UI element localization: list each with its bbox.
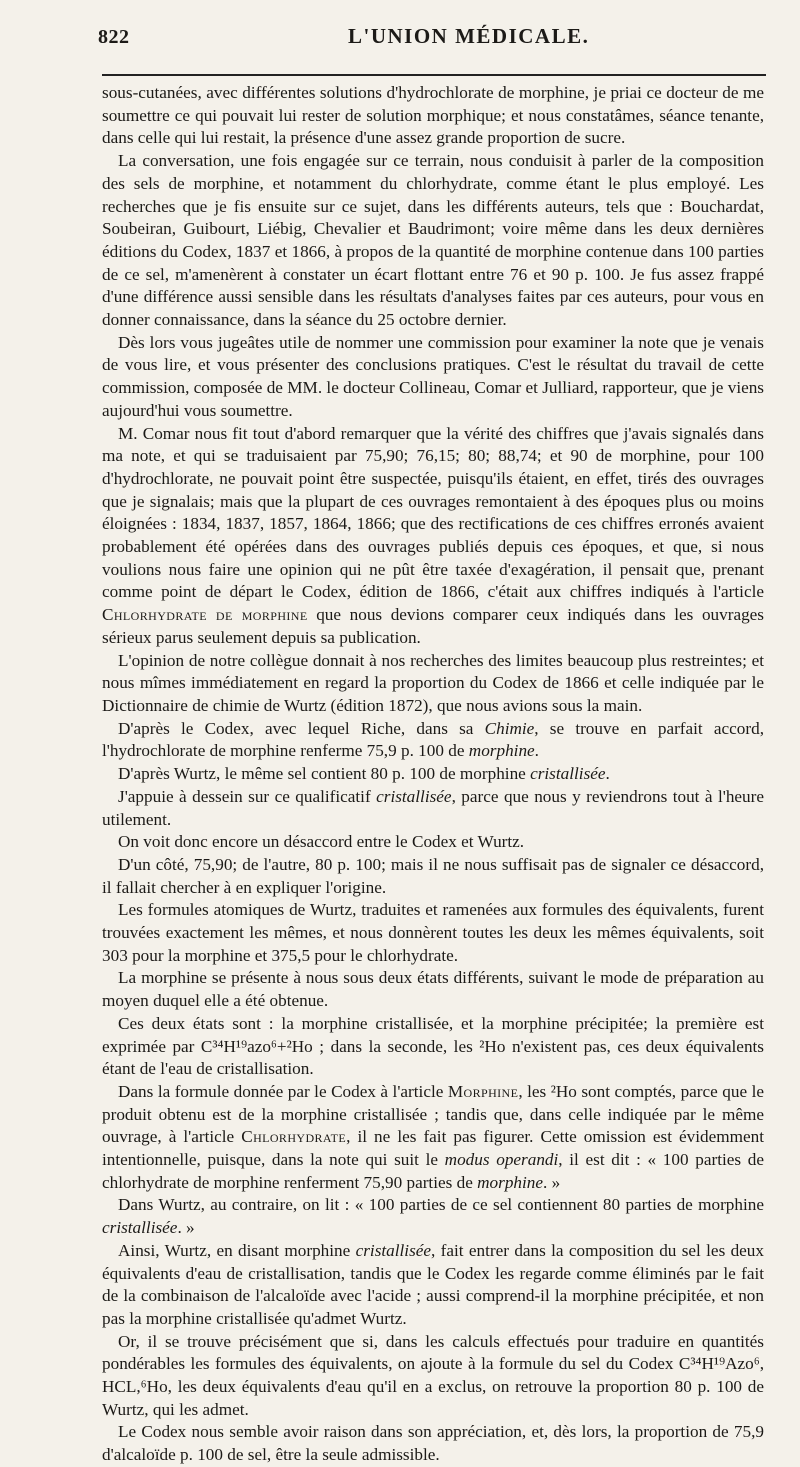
page-header: [98, 22, 764, 56]
italic-text: cristallisée: [376, 786, 452, 806]
paragraph: [102, 854, 764, 899]
header-rule: [102, 74, 766, 76]
text-run: D'après Wurtz, le même sel contient 80 p. 100 de morphine: [118, 764, 531, 784]
paragraph: [102, 332, 764, 423]
text-run: Dans Wurtz, au contraire, on lit : « 100 parties de ce sel contiennent 80 parties de morphine: [118, 1195, 764, 1215]
text-run: Or, il se trouve précisément que si, dans les calculs effectués pour traduire en quantités pondérables les formules des équivalents, on ajoute à la formule du sel du Codex C³⁴H¹⁹Azo⁶, HCL,⁶Ho, les deux équivalents d'eau qu'il en a exclus, on retrouve la proportion 80 p. 100 de Wurtz, qui les admet.: [102, 1331, 764, 1419]
text-run: D'un côté, 75,90; de l'autre, 80 p. 100; mais il ne nous suffisait pas de signaler ce désaccord, il fallait chercher à en expliquer l'origine.: [102, 854, 764, 897]
paragraph: [102, 1013, 764, 1081]
paragraph: [102, 899, 764, 967]
text-run: Ainsi, Wurtz, en disant morphine: [118, 1240, 356, 1260]
text-run: Le Codex nous semble avoir raison dans son appréciation, et, dès lors, la proportion de 75,9 d'alcaloïde p. 100 de sel, être la seule admissible.: [102, 1422, 764, 1465]
text-run: M. Comar nous fit tout d'abord remarquer que la vérité des chiffres que j'avais signalés dans ma note, et qui se traduisaient par 75,90; 76,15; 80; 88,74; et 90 de morphine, pour 100 d'hydrochlorate, ne pouvait point être suspectée, puisqu'ils étaient, en effet, tirés des ouvrages que je signalais; mais que la plupart de ces ouvrages remontaient à des époques plus ou moins éloignées : 1834, 1837, 1857, 1864, 1866; que des rectifications de ces chiffres erronés avaient probablement été opérées dans des ouvrages publiés depuis ces époques, et que, si nous voulions nous faire une opinion qui ne pût être taxée d'exagération, il pensait que, prenant comme point de départ le Codex, édition de 1866, c'était aux chiffres indiqués à l'article: [102, 423, 764, 602]
paragraph: [102, 1240, 764, 1331]
paragraph: [102, 718, 764, 763]
text-run: L'opinion de notre collègue donnait à nos recherches des limites beaucoup plus restreintes; et nous mîmes immédiatement en regard la proportion du Codex de 1866 et celle indiquée par le Dictionnaire de chimie de Wurtz (édition 1872), que nous avions sous la main.: [102, 650, 764, 715]
paragraph: [102, 650, 764, 718]
paragraph: [102, 786, 764, 831]
paragraph: [102, 1421, 764, 1466]
paragraph: [102, 1194, 764, 1239]
text-run: , il est dit : « 100 parties de chlorhydrate de morphine renferment 75,90 parties de: [102, 1150, 764, 1192]
text-run: J'appuie à dessein sur ce qualificatif: [118, 786, 377, 806]
italic-text: morphine: [468, 741, 535, 761]
paragraph: [102, 82, 764, 150]
paragraph: [102, 423, 764, 650]
paragraph: [102, 1081, 764, 1195]
text-run: Les formules atomiques de Wurtz, traduites et ramenées aux formules des équivalents, furent trouvées exactement les mêmes, et nous donnèrent toutes les deux les mêmes équivalents, soit 303 pour la morphine et 375,5 pour le chlorhydrate.: [102, 900, 764, 965]
paragraph: [102, 967, 764, 1012]
text-run: D'après le Codex, avec lequel Riche, dans sa: [118, 718, 485, 738]
text-run: Dans la formule donnée par le Codex à l'article: [118, 1081, 448, 1101]
journal-title: L'UNION MÉDICALE.: [348, 24, 590, 48]
small-caps-text: Morphine: [447, 1081, 519, 1101]
paragraph: [102, 763, 764, 786]
text-run: . »: [177, 1218, 195, 1238]
italic-text: cristallisée: [102, 1218, 178, 1238]
paragraph: [102, 150, 764, 332]
text-run: , parce que nous y reviendrons tout à l'heure utilement.: [102, 786, 764, 829]
text-run: , les ²Ho sont comptés, parce que le produit obtenu est de la morphine cristallisée ; tandis que, dans celle indiquée par le même ouvrage, à l'article: [102, 1081, 764, 1147]
text-run: .: [534, 741, 539, 761]
text-run: , il ne les fait pas figurer. Cette omission est évidemment intentionnelle, puisque, dans la note qui suit le: [102, 1127, 764, 1170]
text-run: La conversation, une fois engagée sur ce terrain, nous conduisit à parler de la composition des sels de morphine, et notamment du chlorhydrate, comme étant le plus employé. Les recherches que je fis ensuite sur ce sujet, dans les différents auteurs, tels que : Bouchardat, Soubeiran, Guibourt, Liébig, Chevalier et Baudrimont; voire même dans les deux dernières éditions du Codex, 1837 et 1866, à propos de la quantité de morphine contenue dans 100 parties de ce sel, m'amenèrent à constater un écart flottant entre 76 et 90 p. 100. Je fus assez frappé d'une différence aussi sensible dans les résultats d'analyses faites par ces auteurs, pour vous en donner connaissance, dans la séance du 25 octobre dernier.: [102, 151, 764, 330]
text-run: .: [605, 764, 610, 784]
text-run: que nous devions comparer ceux indiqués dans les ouvrages sérieux parus seulement depuis sa publication.: [102, 605, 764, 647]
page-number: 822: [98, 26, 130, 48]
italic-text: morphine: [477, 1172, 544, 1192]
italic-text: cristallisée: [530, 764, 606, 784]
text-run: , se trouve en parfait accord, l'hydrochlorate de morphine renferme 75,9 p. 100 de: [102, 718, 764, 761]
italic-text: cristallisée: [355, 1240, 432, 1260]
paragraph: [102, 1331, 764, 1422]
small-caps-text: Chlorhydrate: [241, 1127, 347, 1147]
text-run: . »: [543, 1172, 561, 1192]
text-run: La morphine se présente à nous sous deux états différents, suivant le mode de préparation au moyen duquel elle a été obtenue.: [102, 968, 764, 1011]
italic-text: Chimie: [484, 718, 535, 738]
text-run: Dès lors vous jugeâtes utile de nommer une commission pour examiner la note que je venais de vous lire, et vous présenter des conclusions pratiques. C'est le résultat du travail de cette commission, composée de MM. le docteur Collineau, Comar et Julliard, rapporteur, que je viens aujourd'hui vous soumettre.: [102, 332, 764, 420]
text-run: , fait entrer dans la composition du sel les deux équivalents d'eau de cristallisation, tandis que le Codex les regarde comme éliminés par le fait de la combinaison de l'alcaloïde avec l'acide ; aussi comprend-il la morphine précipitée, et non pas la morphine cristallisée qu'admet Wurtz.: [102, 1240, 764, 1328]
article-body: [102, 82, 764, 1467]
text-run: sous-cutanées, avec différentes solutions d'hydrochlorate de morphine, je priai ce docteur de me soumettre ce qui pouvait lui rester de solution morphique; et nous constatâmes, séance tenante, dans celle qui lui restait, la présence d'une assez grande proportion de sucre.: [102, 83, 764, 148]
text-run: Ces deux états sont : la morphine cristallisée, et la morphine précipitée; la première est exprimée par C³⁴H¹⁹azo⁶+²Ho ; dans la seconde, les ²Ho n'existent pas, ces deux équivalents étant de l'eau de cristallisation.: [102, 1013, 764, 1079]
italic-text: modus operandi: [444, 1150, 559, 1170]
paragraph: [102, 831, 764, 854]
text-run: On voit donc encore un désaccord entre le Codex et Wurtz.: [118, 832, 525, 852]
small-caps-text: Chlorhydrate de morphine: [102, 605, 308, 625]
